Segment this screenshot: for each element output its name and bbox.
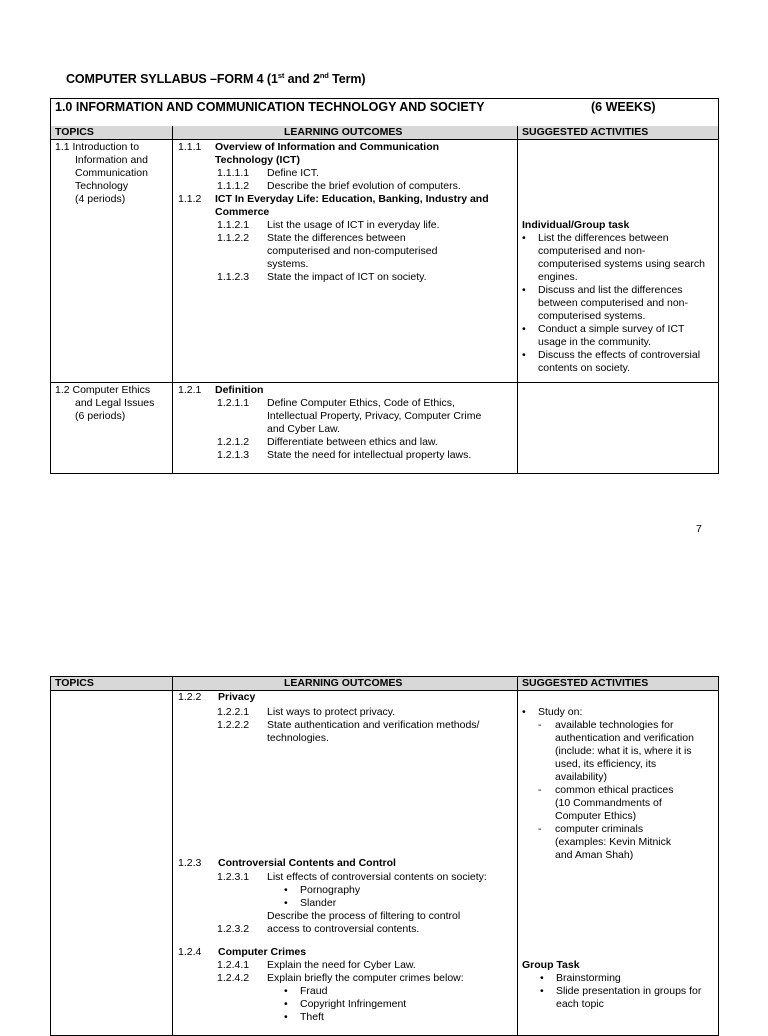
header-topics: TOPICS — [55, 126, 94, 138]
dash: - — [538, 823, 542, 835]
bullet: • — [522, 284, 526, 296]
column-divider — [517, 126, 518, 473]
column-header-row — [51, 677, 718, 691]
section-title: 1.0 INFORMATION AND COMMUNICATION TECHNOLOGY AND SOCIETY — [55, 100, 485, 114]
syllabus-table-page-1: 1.0 INFORMATION AND COMMUNICATION TECHNOLOGY AND SOCIETY (6 WEEKS) TOPICS LEARNING OUTCOMES SUGGESTED ACTIVITIES 1.1 Introduction to Information and Communication Technology (4 periods) 1.1.1 Overview of Information and Communication Technology (ICT) 1.1.1.1 Define ICT. 1.1.1.2 Describe the brief evolution of computers. 1.1.2 ICT In Everyday Life: Education, Banking, Industry and Commerce 1.1.2.1 List the usage of ICT in everyday life. 1.1.2.2 State the differences between computerised and non-computerised systems. 1.1.2.3 State the impact of ICT on society. Individual/Group task • List the differences between computerised and non- computerised systems using search engines. • Discuss and list the differences between computerised and non- computerised systems. • Conduct a simple survey of ICT usage in the community. • Discuss the effects of controversial contents on society. 1.2 Computer Ethics and Legal Issues (6 periods) 1.2.1 Definition 1.2.1.1 Define Computer Ethics, Code of Ethics, Intellectual Property, Privacy, Computer Crime and Cyber Law. 1.2.1.2 Differentiate between ethics and law. 1.2.1.3 State the need for intellectual property laws. — [50, 98, 719, 474]
column-divider — [172, 126, 173, 473]
bullet: • — [284, 985, 288, 997]
syllabus-table-page-2: TOPICS LEARNING OUTCOMES SUGGESTED ACTIVITIES 1.2.2 Privacy 1.2.2.1 List ways to protect privacy. 1.2.2.2 State authentication and verification methods/ technologies. • Study on: - available technologies for authentication and verification (include: what it is, where it is used, its efficiency, its availability) - common ethical practices (10 Commandments of Computer Ethics) - computer criminals (examples: Kevin Mitnick and Aman Shah) 1.2.3 Controversial Contents and Control 1.2.3.1 List effects of controversial contents on society: • Pornography • Slander Describe the process of filtering to control 1.2.3.2 access to controversial contents. 1.2.4 Computer Crimes 1.2.4.1 Explain the need for Cyber Law. 1.2.4.2 Explain briefly the computer crimes below: • Fraud • Copyright Infringement • Theft Group Task • Brainstorming • Slide presentation in groups for each topic — [50, 676, 719, 1036]
header-suggested-activities: SUGGESTED ACTIVITIES — [522, 677, 649, 689]
bullet: • — [522, 232, 526, 244]
page-number: 7 — [696, 523, 702, 535]
column-header-row — [51, 126, 718, 140]
bullet: • — [522, 706, 526, 718]
bullet: • — [540, 985, 544, 997]
row-divider — [51, 382, 718, 383]
dash: - — [538, 719, 542, 731]
bullet: • — [522, 349, 526, 361]
header-topics: TOPICS — [55, 677, 94, 689]
bullet: • — [284, 884, 288, 896]
dash: - — [538, 784, 542, 796]
column-divider — [172, 677, 173, 1035]
bullet: • — [522, 323, 526, 335]
header-learning-outcomes: LEARNING OUTCOMES — [284, 677, 403, 689]
bullet: • — [284, 998, 288, 1010]
section-weeks: (6 WEEKS) — [591, 100, 656, 114]
bullet: • — [284, 1011, 288, 1023]
column-divider — [517, 677, 518, 1035]
document-title: COMPUTER SYLLABUS –FORM 4 (1st and 2nd Term) — [66, 71, 366, 87]
header-learning-outcomes: LEARNING OUTCOMES — [284, 126, 403, 138]
bullet: • — [284, 897, 288, 909]
section-header-row — [51, 99, 718, 127]
bullet: • — [540, 972, 544, 984]
header-suggested-activities: SUGGESTED ACTIVITIES — [522, 126, 649, 138]
